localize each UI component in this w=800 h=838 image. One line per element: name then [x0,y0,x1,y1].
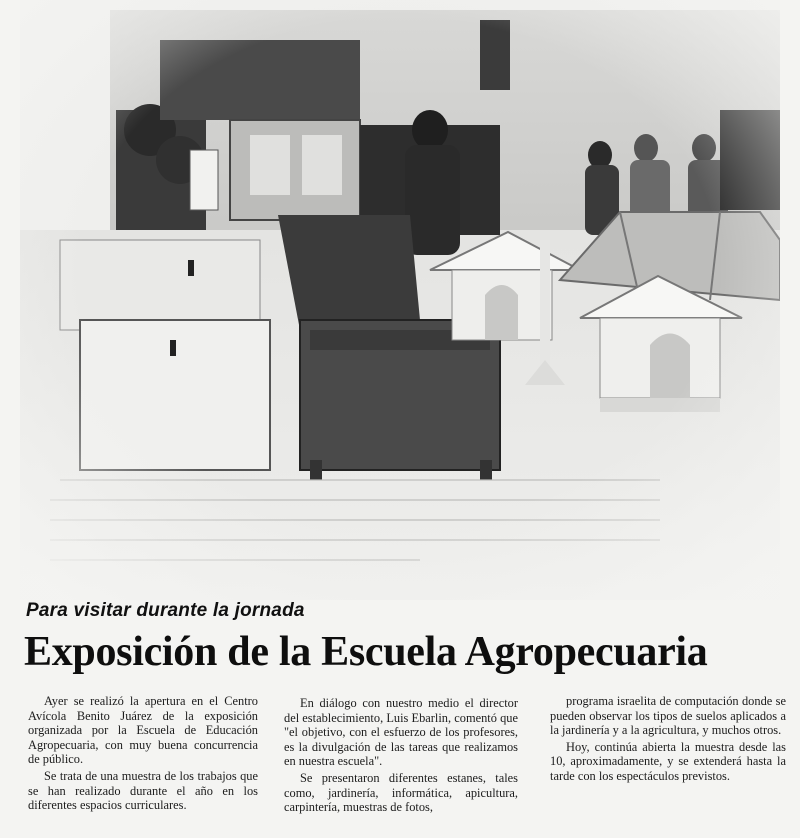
paragraph: Ayer se realizó la apertura en el Centro Avícola Benito Juárez de la exposición organizada por la Escuela de Educación Agropecuaria, con muy buena concurrencia de público. [28,694,258,767]
paragraph: programa israelita de computación donde se pueden observar los tipos de suelos aplicados a la jardinería y a la agricultura, y muchos otros. [550,694,786,738]
photo-illustration [20,0,780,600]
paragraph: En diálogo con nuestro medio el director del establecimiento, Luis Ebarlin, comentó que "el objetivo, con el esfuerzo de los profesores, es la divulgación de las tareas que realizamos en nuestra escuela". [284,696,518,769]
paragraph: Se presentaron diferentes estanes, tales como, jardinería, informática, apicultura, carpintería, muestras de fotos, [284,770,518,815]
article-column-2 [284,696,518,817]
exhibition-photo [20,0,780,600]
article-column-3 [550,694,786,786]
article-body [28,694,794,834]
article-column-1 [28,694,258,815]
article-headline: Exposición de la Escuela Agropecuaria [24,629,708,675]
paragraph: Se trata de una muestra de los trabajos que se han realizado durante el año en los diferentes espacios curriculares. [28,768,258,813]
article-kicker: Para visitar durante la jornada [26,600,305,621]
paragraph: Hoy, continúa abierta la muestra desde las 10, aproximadamente, y se extenderá hasta la tarde con los espectáculos previstos. [550,739,786,783]
